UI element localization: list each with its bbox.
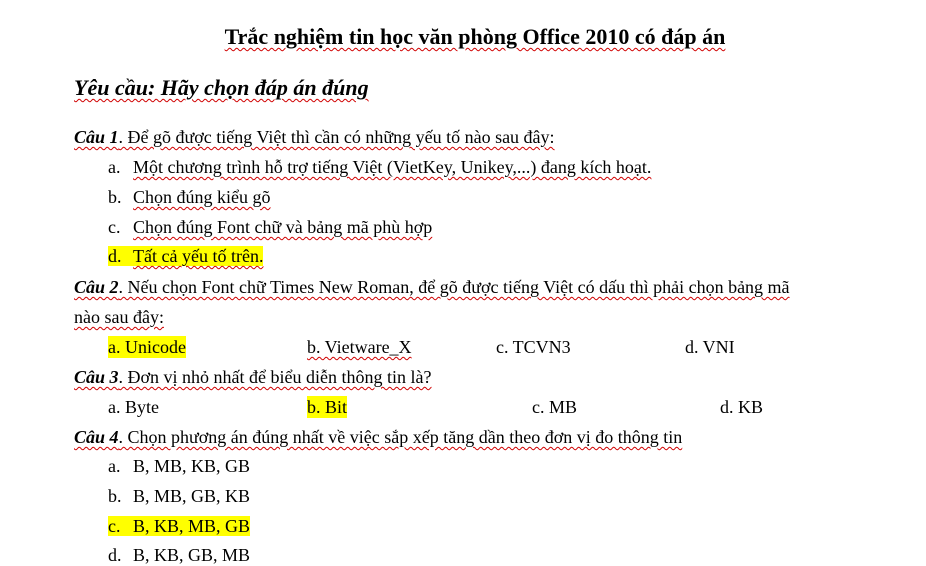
option-text: Một chương trình hỗ trợ tiếng Việt (VietKey, Unikey,...) đang kích hoạt.: [133, 157, 652, 177]
option-text: B, KB, GB, MB: [133, 545, 251, 565]
question-1-label: Câu 1: [74, 127, 119, 147]
question-3-option-c[interactable]: c. MB: [532, 397, 577, 417]
question-1-option-a[interactable]: [108, 156, 651, 178]
question-1-option-d-correct[interactable]: [108, 245, 263, 267]
question-2-option-d[interactable]: d. VNI: [685, 337, 735, 357]
question-1-option-c[interactable]: [108, 216, 432, 238]
question-2-option-c[interactable]: c. TCVN3: [496, 337, 571, 357]
question-3-option-b-correct[interactable]: b. Bit: [307, 397, 348, 417]
question-3-option-d[interactable]: d. KB: [720, 397, 764, 417]
option-text: B, KB, MB, GB: [133, 516, 251, 536]
question-4-option-d[interactable]: [108, 544, 250, 566]
question-4-option-a[interactable]: [108, 455, 250, 477]
option-marker: a.: [108, 157, 121, 177]
question-2-option-b[interactable]: [307, 336, 412, 358]
question-1-text: . Để gõ được tiếng Việt thì cần có những yếu tố nào sau đây:: [118, 127, 555, 147]
option-marker: d.: [108, 246, 122, 266]
option-marker: c.: [108, 217, 121, 237]
document-title: Trắc nghiệm tin học văn phòng Office 2010 có đáp án: [224, 24, 726, 49]
option-marker: b.: [108, 187, 122, 207]
option-marker: b.: [108, 486, 122, 506]
question-1: [74, 126, 555, 148]
option-text: B, MB, GB, KB: [133, 486, 251, 506]
option-marker: a.: [108, 456, 121, 476]
question-2-label: Câu 2: [74, 277, 119, 297]
option-marker: d.: [108, 545, 122, 565]
question-2: [74, 276, 790, 298]
option-text: Tất cả yếu tố trên.: [133, 246, 264, 266]
question-4-option-b[interactable]: [108, 485, 250, 507]
question-4-text: . Chọn phương án đúng nhất về việc sắp xếp tăng dần theo đơn vị đo thông tin: [118, 427, 683, 447]
question-2-option-a-correct[interactable]: a. Unicode: [108, 337, 186, 357]
question-4-label: Câu 4: [74, 427, 119, 447]
option-text: Chọn đúng kiểu gõ: [133, 187, 271, 207]
question-3-label: Câu 3: [74, 367, 119, 387]
question-4-option-c-correct[interactable]: [108, 515, 250, 537]
question-4: [74, 426, 682, 448]
question-2-continuation: [74, 306, 164, 328]
question-3-option-a[interactable]: a. Byte: [108, 397, 159, 417]
option-text: B, MB, KB, GB: [133, 456, 251, 476]
option-text: b. Vietware_X: [307, 337, 412, 357]
question-3: [74, 366, 432, 388]
question-2-text-line2: nào sau đây:: [74, 307, 164, 327]
question-1-option-b[interactable]: [108, 186, 271, 208]
question-3-text: . Đơn vị nhỏ nhất để biểu diễn thông tin là?: [118, 367, 432, 387]
question-2-text-line1: . Nếu chọn Font chữ Times New Roman, để gõ được tiếng Việt có dấu thì phải chọn bảng mã: [118, 277, 790, 297]
option-text: Chọn đúng Font chữ và bảng mã phù hợp: [133, 217, 433, 237]
requirement-heading: Yêu cầu: Hãy chọn đáp án đúng: [74, 75, 369, 100]
option-marker: c.: [108, 516, 121, 536]
